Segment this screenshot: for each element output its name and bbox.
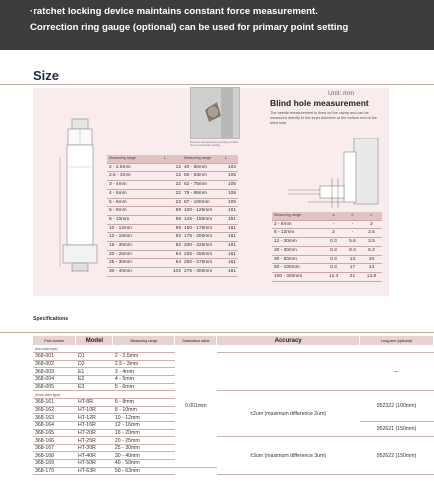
table-cell: 368-164 [33, 421, 76, 429]
table-row [182, 250, 238, 259]
table-cell [76, 345, 113, 353]
table-cell: 0.3 [323, 246, 344, 255]
header-range: Measuring range [182, 155, 223, 163]
table-cell: 16 - 20mm [107, 242, 162, 251]
table-row [272, 238, 382, 247]
table-row [107, 198, 183, 207]
table-cell: 8 - 10mm [113, 406, 175, 414]
table-cell: 102 [162, 268, 183, 277]
size-table-2 [182, 155, 238, 277]
table-cell: 368-167 [33, 444, 76, 452]
table-cell: 75 - 88mm [182, 189, 223, 198]
table-row [182, 242, 238, 251]
table-cell: 368-001 [33, 353, 76, 361]
table-cell: 25 - 30mm [113, 444, 175, 452]
table-cell: 105 [223, 172, 238, 181]
table-cell: 94 [162, 250, 183, 259]
table-cell: 59 [162, 224, 183, 233]
table-row [272, 220, 382, 229]
banner-line-2: Correction ring gauge (optional) can be used for primary point setting [30, 22, 349, 33]
table-cell: 30 - 40mm [113, 452, 175, 460]
table-row [107, 233, 183, 242]
table-cell: D2 [76, 360, 113, 368]
graduation-value: 0.001mm [175, 345, 217, 467]
table-row [272, 246, 382, 255]
table-cell: 40 - 50mm [113, 460, 175, 468]
table-cell: 0.3 [323, 264, 344, 273]
table-cell [217, 353, 360, 391]
header-c: c [361, 212, 382, 220]
table-row [272, 229, 382, 238]
table-cell: 12 - 16mm [107, 233, 162, 242]
table-cell: 368-166 [33, 437, 76, 445]
table-row [107, 163, 183, 172]
bore-gauge-illustration [58, 117, 104, 277]
photo-caption: Precision locking ratchet providing constant force and accurate reading [190, 141, 239, 147]
table-cell: 368-002 [33, 360, 76, 368]
table-cell: HT-25R [76, 437, 113, 445]
table-cell [217, 345, 360, 353]
table-cell: 62 - 75mm [182, 181, 223, 190]
header-a: a [323, 212, 344, 220]
table-cell: 275 - 300mm [182, 268, 223, 277]
table-row [272, 255, 382, 264]
table-cell: 14 [361, 264, 382, 273]
table-cell: D1 [76, 353, 113, 361]
table-cell: E3 [76, 383, 113, 391]
table-cell: 175 - 200mm [182, 233, 223, 242]
table-cell: 161 [223, 224, 238, 233]
table-cell: 2.5 - 3mm [113, 360, 175, 368]
table-cell: 59 [162, 215, 183, 224]
table-cell: 5.6 [344, 238, 361, 247]
table-row [182, 163, 238, 172]
extension-150-a: 952621 (150mm) [360, 421, 434, 436]
table-row [182, 268, 238, 277]
table-cell: 50 - 63mm [113, 467, 175, 475]
header-accuracy: Accuracy [217, 336, 360, 345]
table-cell: 105 [223, 189, 238, 198]
table-cell: 2 - 2.5mm [113, 353, 175, 361]
table-cell: 2 - 2.5mm [107, 163, 162, 172]
table-cell: 50 - 63mm [182, 172, 223, 181]
table-row [33, 437, 434, 445]
table-cell: 3.5 [361, 238, 382, 247]
blind-hole-description: The needle measurement is fixed on the clamp and can be measured directly to the inner diameter at the bottom end of the blind hole. [270, 111, 378, 125]
table-cell: 105 [223, 181, 238, 190]
accuracy-2um: ±2um (maximum difference 2um) [217, 391, 360, 437]
table-cell: 10 [361, 255, 382, 264]
header-range: Measuring range [107, 155, 162, 163]
extension-150-b: 952622 (150mm) [360, 437, 434, 475]
table-row [182, 233, 238, 242]
table-cell: 368-165 [33, 429, 76, 437]
table-cell: 8 - 10mm [107, 215, 162, 224]
group-label: (three-claw type) [33, 391, 76, 399]
feature-banner [0, 0, 434, 50]
table-row [107, 224, 183, 233]
table-cell: 22 [162, 189, 183, 198]
table-cell: 20 - 25mm [113, 437, 175, 445]
table-cell: 25 - 30mm [107, 259, 162, 268]
table-cell: 225 - 250mm [182, 250, 223, 259]
table-row [107, 268, 183, 277]
table-cell: 4 - 5mm [113, 376, 175, 384]
table-cell: - [323, 220, 344, 229]
specifications-table [33, 336, 434, 475]
table-row [182, 259, 238, 268]
table-row [107, 189, 183, 198]
table-cell: HT-30R [76, 444, 113, 452]
table-cell [76, 391, 113, 399]
table-row [182, 198, 238, 207]
table-row [107, 181, 183, 190]
size-table-1 [107, 155, 183, 277]
table-row [182, 181, 238, 190]
table-cell: 21 [344, 272, 361, 281]
banner-line-1: ·ratchet locking device maintains constant force measurement. [30, 6, 318, 17]
table-cell: 17 [344, 264, 361, 273]
table-cell: 2 [361, 220, 382, 229]
table-cell: 87 - 100mm [182, 198, 223, 207]
table-cell: 5 - 6mm [113, 383, 175, 391]
header-graduation: Graduation value [175, 336, 217, 345]
table-cell: 94 [162, 259, 183, 268]
table-cell: 22 [162, 181, 183, 190]
table-cell: 30 - 40mm [107, 268, 162, 277]
table-cell: 3 - 4mm [107, 181, 162, 190]
accuracy-3um: ±3um (maximum difference 3um) [217, 437, 360, 475]
table-cell: HT-8R [76, 398, 113, 406]
header-l: L [162, 155, 183, 163]
table-cell: 10 - 12mm [113, 414, 175, 422]
table-cell: 102 [223, 163, 238, 172]
table-cell: 161 [223, 259, 238, 268]
table-cell: 20 - 25mm [107, 250, 162, 259]
table-cell: 250 - 275mm [182, 259, 223, 268]
group-label: (two-claw type) [33, 345, 76, 353]
table-row [107, 172, 183, 181]
table-cell: 161 [223, 233, 238, 242]
table-cell: 100 - 125mm [182, 207, 223, 216]
table-cell: 125 - 150mm [182, 215, 223, 224]
table-row [107, 215, 183, 224]
header-range: Measuring range [272, 212, 323, 220]
header-b: b [344, 212, 361, 220]
extension-100: 952322 (100mm) [360, 391, 434, 422]
header-model: Model [76, 336, 113, 345]
table-cell: 22 [162, 198, 183, 207]
table-cell: E1 [76, 368, 113, 376]
group-label-row [33, 345, 434, 353]
table-cell: 12 [162, 172, 183, 181]
table-cell: 12 - 16mm [113, 421, 175, 429]
table-cell: 200 - 225mm [182, 242, 223, 251]
table-cell: 12.4 [323, 272, 344, 281]
table-cell: 100 - 300mm [272, 272, 323, 281]
table-cell: 0.3 [323, 238, 344, 247]
header-part-number: Part number [33, 336, 76, 345]
table-cell: 161 [223, 268, 238, 277]
table-cell: 161 [223, 250, 238, 259]
table-cell: 368-004 [33, 376, 76, 384]
table-cell: 161 [223, 215, 238, 224]
table-cell: 5.2 [361, 246, 382, 255]
blind-hole-diagram [268, 138, 388, 210]
table-row [182, 189, 238, 198]
table-row [182, 224, 238, 233]
table-cell: 368-161 [33, 398, 76, 406]
table-cell: E2 [76, 376, 113, 384]
table-cell: 161 [223, 242, 238, 251]
table-cell: 368-170 [33, 467, 76, 475]
table-cell: 2 [323, 229, 344, 238]
table-cell: 59 [162, 207, 183, 216]
table-row [272, 264, 382, 273]
table-cell: 2.5 - 3mm [107, 172, 162, 181]
header-measuring-range: Measuring range [113, 336, 175, 345]
table-cell: 150 - 175mm [182, 224, 223, 233]
table-cell: HT-16R [76, 421, 113, 429]
table-cell: 368-005 [33, 383, 76, 391]
size-heading: Size [33, 68, 60, 83]
extension-none: — [360, 353, 434, 391]
table-cell: 2 - 6mm [272, 220, 323, 229]
table-cell: 13 [344, 255, 361, 264]
table-cell: HT-40R [76, 452, 113, 460]
table-cell: HT-50R [76, 460, 113, 468]
divider [0, 332, 434, 333]
table-cell: 368-169 [33, 460, 76, 468]
header-extension: Long-arm (optional) [360, 336, 434, 345]
table-row [272, 272, 382, 281]
table-cell: 3 - 4mm [113, 368, 175, 376]
table-cell [360, 345, 434, 353]
table-cell: 6 - 8mm [107, 207, 162, 216]
table-cell: 368-003 [33, 368, 76, 376]
table-cell: 30 - 50mm [272, 255, 323, 264]
table-cell: 82 [162, 242, 183, 251]
table-cell: 10 - 12mm [107, 224, 162, 233]
blind-hole-table [272, 212, 382, 282]
table-cell: 368-163 [33, 414, 76, 422]
table-row [107, 250, 183, 259]
table-cell: 12 [162, 163, 183, 172]
table-cell: 12 - 20mm [272, 238, 323, 247]
table-cell: 16 - 20mm [113, 429, 175, 437]
table-cell: 6 - 12mm [272, 229, 323, 238]
table-cell: 13.8 [361, 272, 382, 281]
group-label-row [33, 391, 434, 399]
table-cell: 368-168 [33, 452, 76, 460]
table-cell: 2.5 [361, 229, 382, 238]
table-cell: 161 [223, 207, 238, 216]
table-cell: HT-63R [76, 467, 113, 475]
table-cell: 4 - 5mm [107, 189, 162, 198]
table-row [33, 353, 434, 361]
unit-label: Unit: mm [328, 90, 354, 97]
table-cell: HT-20R [76, 429, 113, 437]
table-row [182, 207, 238, 216]
ratchet-photo [190, 87, 240, 139]
table-cell: 50 - 100mm [272, 264, 323, 273]
table-cell [113, 345, 175, 353]
table-cell: HT-10R [76, 406, 113, 414]
table-cell: HT-12R [76, 414, 113, 422]
table-row [107, 207, 183, 216]
table-cell [113, 391, 175, 399]
divider [0, 84, 434, 85]
header-l: L [223, 155, 238, 163]
specifications-heading: Specifications [33, 316, 69, 322]
table-row [107, 242, 183, 251]
table-cell: 105 [223, 198, 238, 207]
blind-hole-title: Blind hole measurement [270, 98, 369, 108]
table-cell: 20 - 30mm [272, 246, 323, 255]
table-cell: 368-162 [33, 406, 76, 414]
table-cell: 40 - 50mm [182, 163, 223, 172]
table-row [182, 172, 238, 181]
table-cell: 6 - 8mm [113, 398, 175, 406]
table-cell: 82 [162, 233, 183, 242]
table-row [182, 215, 238, 224]
table-cell: 0.3 [323, 255, 344, 264]
table-cell: 5 - 6mm [107, 198, 162, 207]
table-row [107, 259, 183, 268]
table-cell: 8.3 [344, 246, 361, 255]
table-cell: - [344, 229, 361, 238]
table-cell: - [344, 220, 361, 229]
